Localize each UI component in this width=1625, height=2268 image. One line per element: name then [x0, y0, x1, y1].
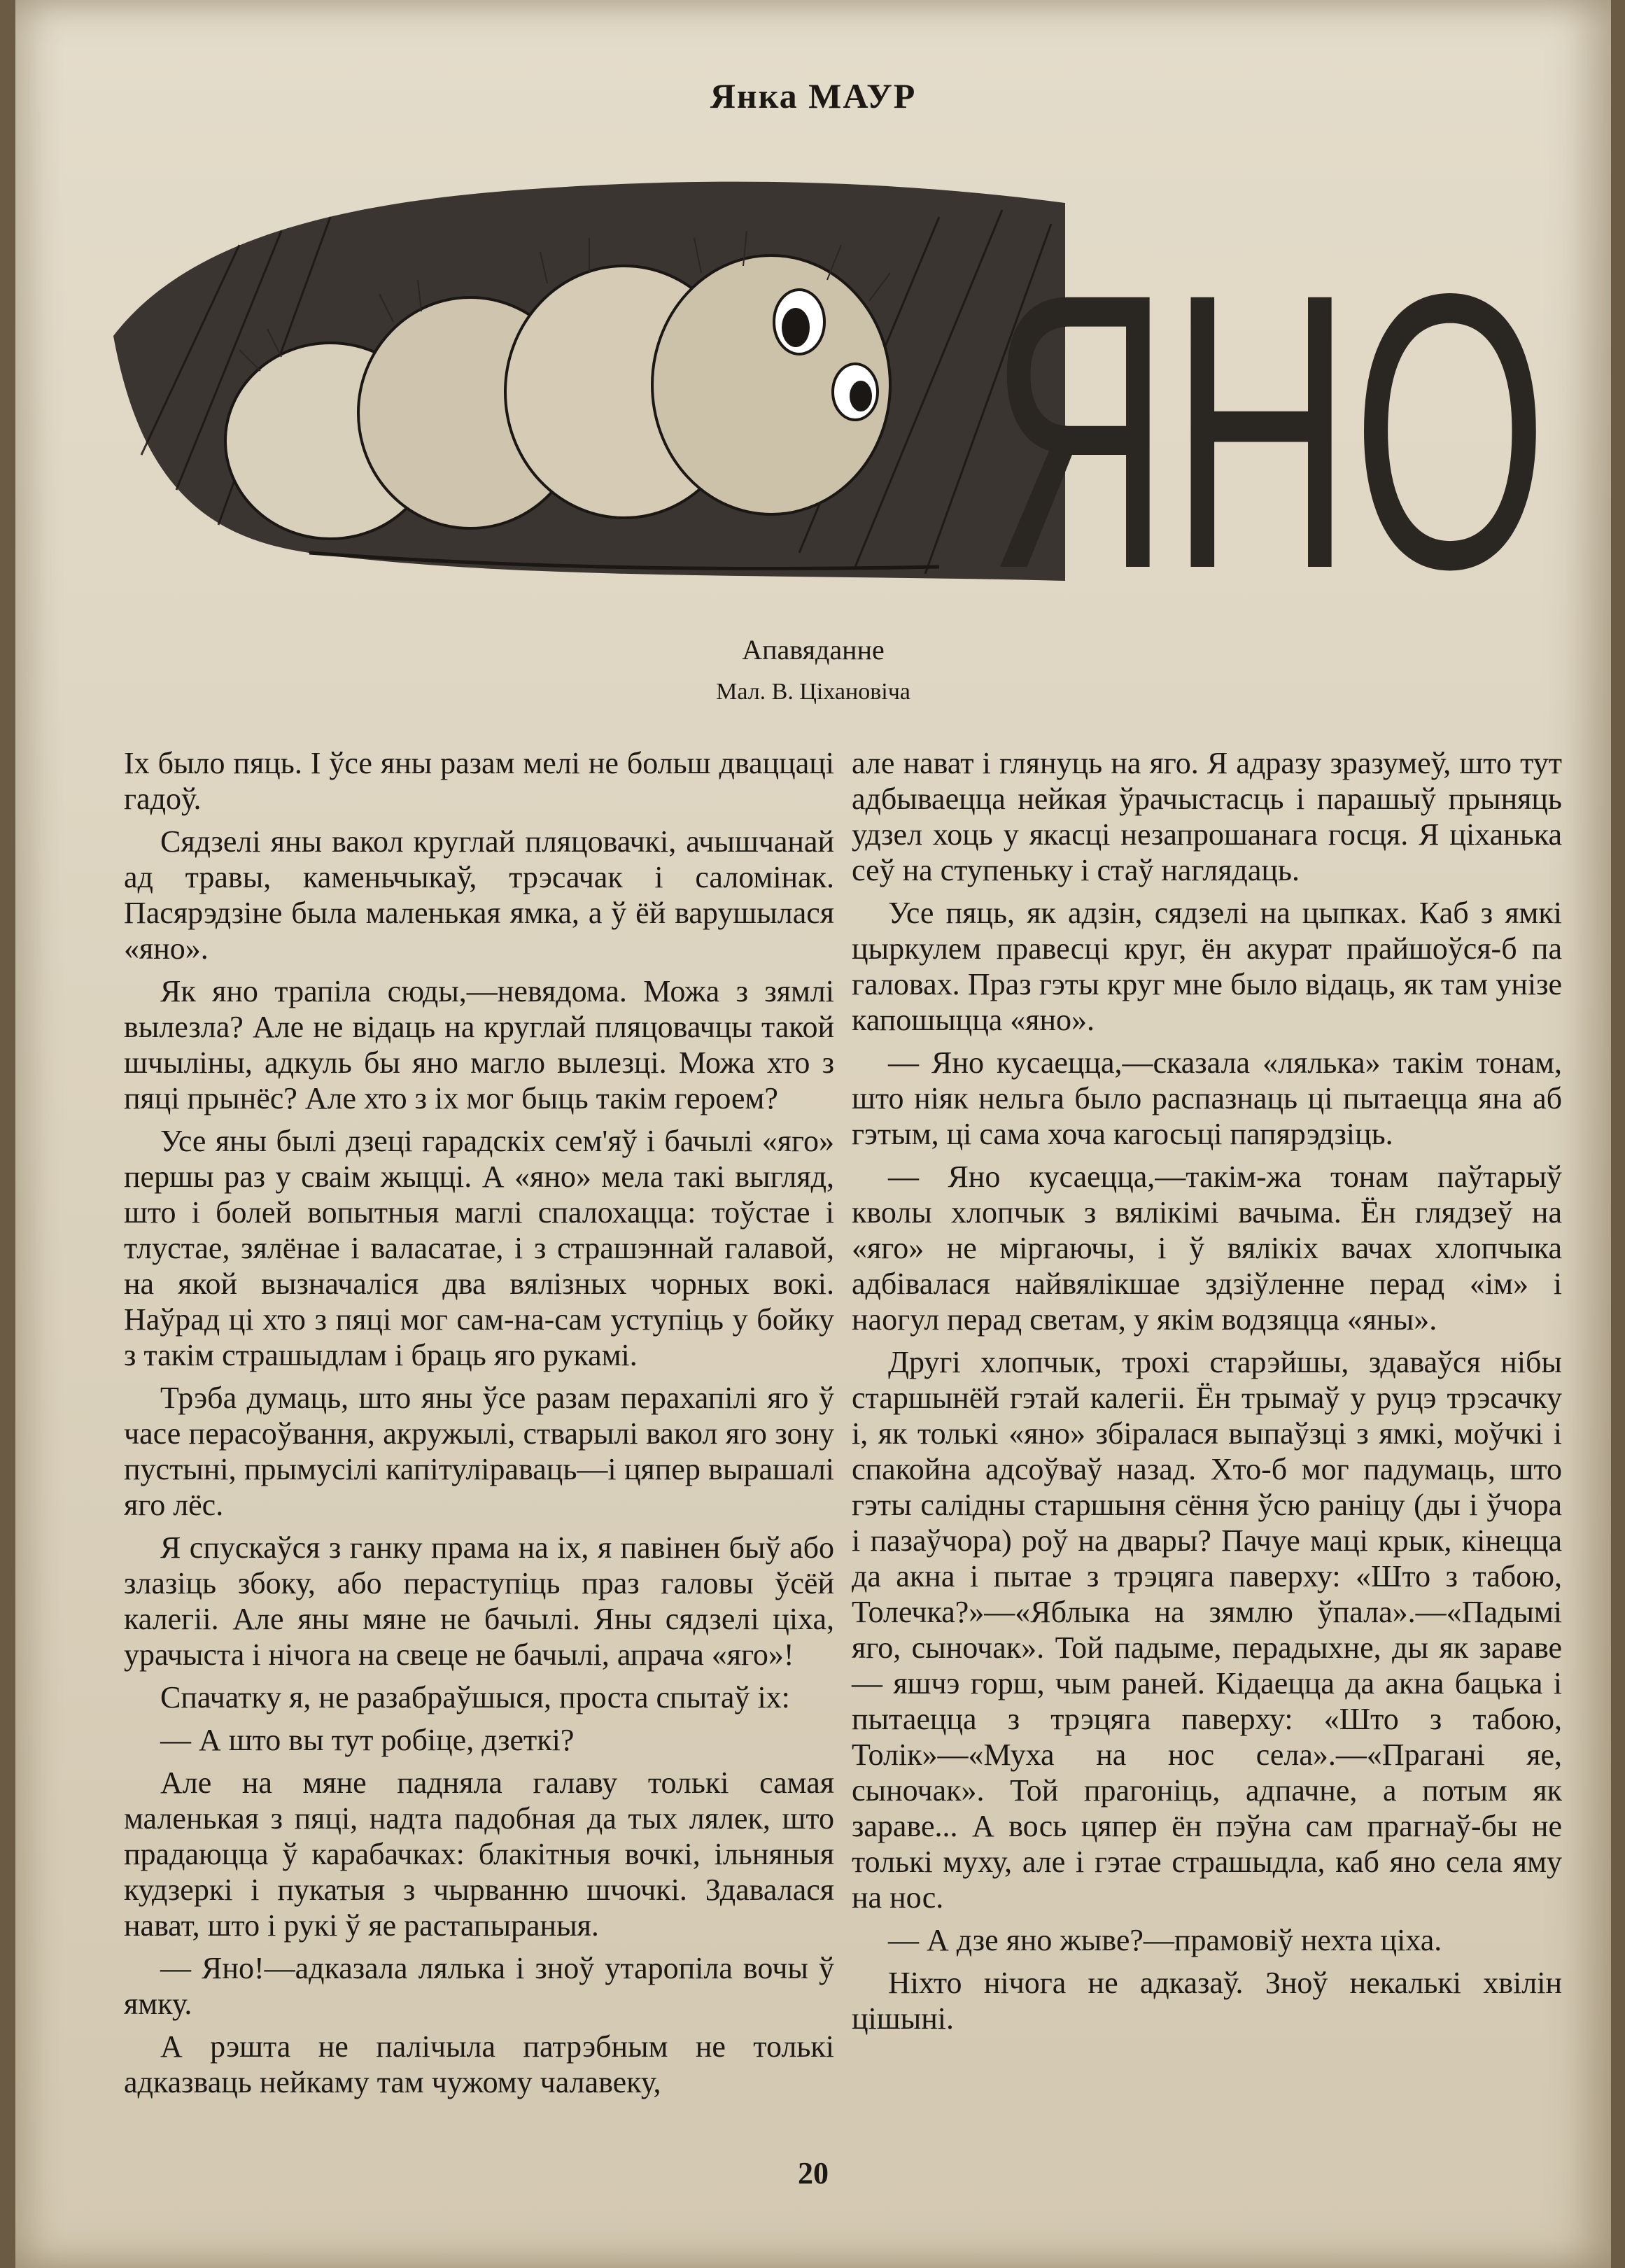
paragraph: Усе пяць, як адзін, сядзелі на цыпках. Каб з ямкі цыркулем правесці круг, ён акурат прайшоўся-б па галовах. Праз гэты круг мне было відаць, як там унізе капошыцца «яно».	[852, 896, 1562, 1037]
paragraph: — Яно!—адказала лялька і зноў утаропіла вочы ў ямку.	[124, 1951, 834, 2021]
paragraph: але нават і глянуць на яго. Я адразу зразумеў, што тут адбываецца нейкая ўрачыстасць і парашыў прыняць удзел хоць у якасці незапрошанага госця. Я ціханька сеў на ступеньку і стаў наглядаць.	[852, 746, 1562, 887]
paragraph: — Яно кусаецца,—сказала «лялька» такім тонам, што ніяк нельга было распазнаць ці пытаецца яна аб гэтым, ці сама хоча кагосьці папярэдзіць.	[852, 1045, 1562, 1151]
right-column	[852, 745, 1562, 2043]
author-name: Янка МАУР	[710, 76, 917, 115]
paragraph: — А што вы тут робіце, дзеткі?	[160, 1723, 575, 1757]
paragraph: Я спускаўся з ганку прама на іх, я павінен быў або злазіць збоку, або пераступіць праз галовы ўсёй калегіі. Але яны мяне не бачылі. Яны сядзелі ціха, урачыста і нічога на свеце не бачылі, апрача «яго»!	[124, 1530, 834, 1672]
paragraph: Другі хлопчык, трохі старэйшы, здаваўся нібы старшынёй гэтай калегіі. Ён трымаў у руцэ трэсачку і, як толькі «яно» збіралася выпаўзці з ямкі, моўчкі і спакойна адсоўваў назад. Хто-б мог падумаць, што гэты салідны старшыня сёння ўсю раніцу (ды і ўчора і пазаўчора) роў на двары? Пачуе маці крык, кінецца да акна і пытае з трэцяга паверху: «Што з табою, Толечка?»—«Яблыка на зямлю ўпала».—«Падымі яго, сыночак». Той падыме, перадыхне, ды як зараве — яшчэ горш, чым раней. Кідаецца да акна бацька і пытаецца з трэцяга паверху: «Што з табою, Толік»—«Муха на нос села».—«Прагані яе, сыночак». Той прагоніць, адпачне, а потым як зараве... А вось цяпер ён пэўна сам прагнаў-бы не толькі муху, але і гэтае страшыдла, каб яно села яму на нос.	[852, 1345, 1562, 1915]
paragraph: — А дзе яно жыве?—прамовіў нехта ціха.	[888, 1923, 1442, 1957]
caterpillar-illustration	[99, 161, 1555, 623]
paragraph: Як яно трапіла сюды,—невядома. Можа з зямлі вылезла? Але не відаць на круглай пляцовачцы такой шчыліны, адкуль бы яно магло вылезці. Можа хто з пяці прынёс? Але хто з іх мог быць такім героем?	[124, 974, 834, 1115]
title-art-text: ЯНО	[988, 212, 1548, 623]
left-column	[124, 745, 834, 2107]
paragraph: — Яно кусаецца,—такім-жа тонам паўтарыў кволы хлопчык з вялікімі вачыма. Ён глядзеў на «яго» не міргаючы, і ў вялікіх вачах хлопчыка адбівалася найвялікшае здзіўленне перад «ім» і наогул перад светам, у якім водзяцца «яны».	[852, 1160, 1562, 1337]
paragraph: Сядзелі яны вакол круглай пляцовачкі, ачышчанай ад травы, каменьчыкаў, трэсачак і саломінак. Пасярэдзіне была маленькая ямка, а ў ёй варушылася «яно».	[124, 824, 834, 966]
paragraph: А рэшта не палічыла патрэбным не толькі адказваць нейкаму там чужому чалавеку,	[124, 2029, 834, 2099]
paragraph: Ніхто нічога не адказаў. Зноў некалькі хвілін цішыні.	[852, 1966, 1562, 2036]
page-number: 20	[798, 2156, 829, 2190]
paragraph: Іх было пяць. І ўсе яны разам мелі не больш дваццаці гадоў.	[124, 746, 834, 816]
subtitle: Апавяданне	[742, 634, 885, 665]
paragraph: Усе яны былі дзеці гарадскіх сем'яў і бачылі «яго» першы раз у сваім жыцці. А «яно» мела такі выгляд, што і болей вопытныя маглі спалохацца: тоўстае і тлустае, зялёнае і валасатае, і з страшэннай галавой, на якой вызначаліся два вялізных чорных вокі. Наўрад ці хто з пяці мог сам-на-сам уступіць у бойку з такім страшыдлам і браць яго рукамі.	[124, 1124, 834, 1372]
paragraph: Спачатку я, не разабраўшыся, проста спытаў іх:	[160, 1680, 790, 1714]
paragraph: Але на мяне падняла галаву толькі самая маленькая з пяці, надта падобная да тых лялек, што прадаюцца ў карабачках: блакітныя вочкі, ільняныя кудзеркі і пукатыя з чырванню шчочкі. Здавалася нават, што і рукі ў яе растапыраныя.	[124, 1766, 834, 1943]
illustration-credit: Мал. В. Ціхановіча	[716, 679, 910, 705]
paragraph: Трэба думаць, што яны ўсе разам перахапілі яго ў часе перасоўвання, акружылі, стварылі вакол яго зону пустыні, прымусілі капітуліраваць—і цяпер вырашалі яго лёс.	[124, 1381, 834, 1522]
book-page	[15, 0, 1611, 2268]
title-illustration	[99, 161, 1555, 623]
